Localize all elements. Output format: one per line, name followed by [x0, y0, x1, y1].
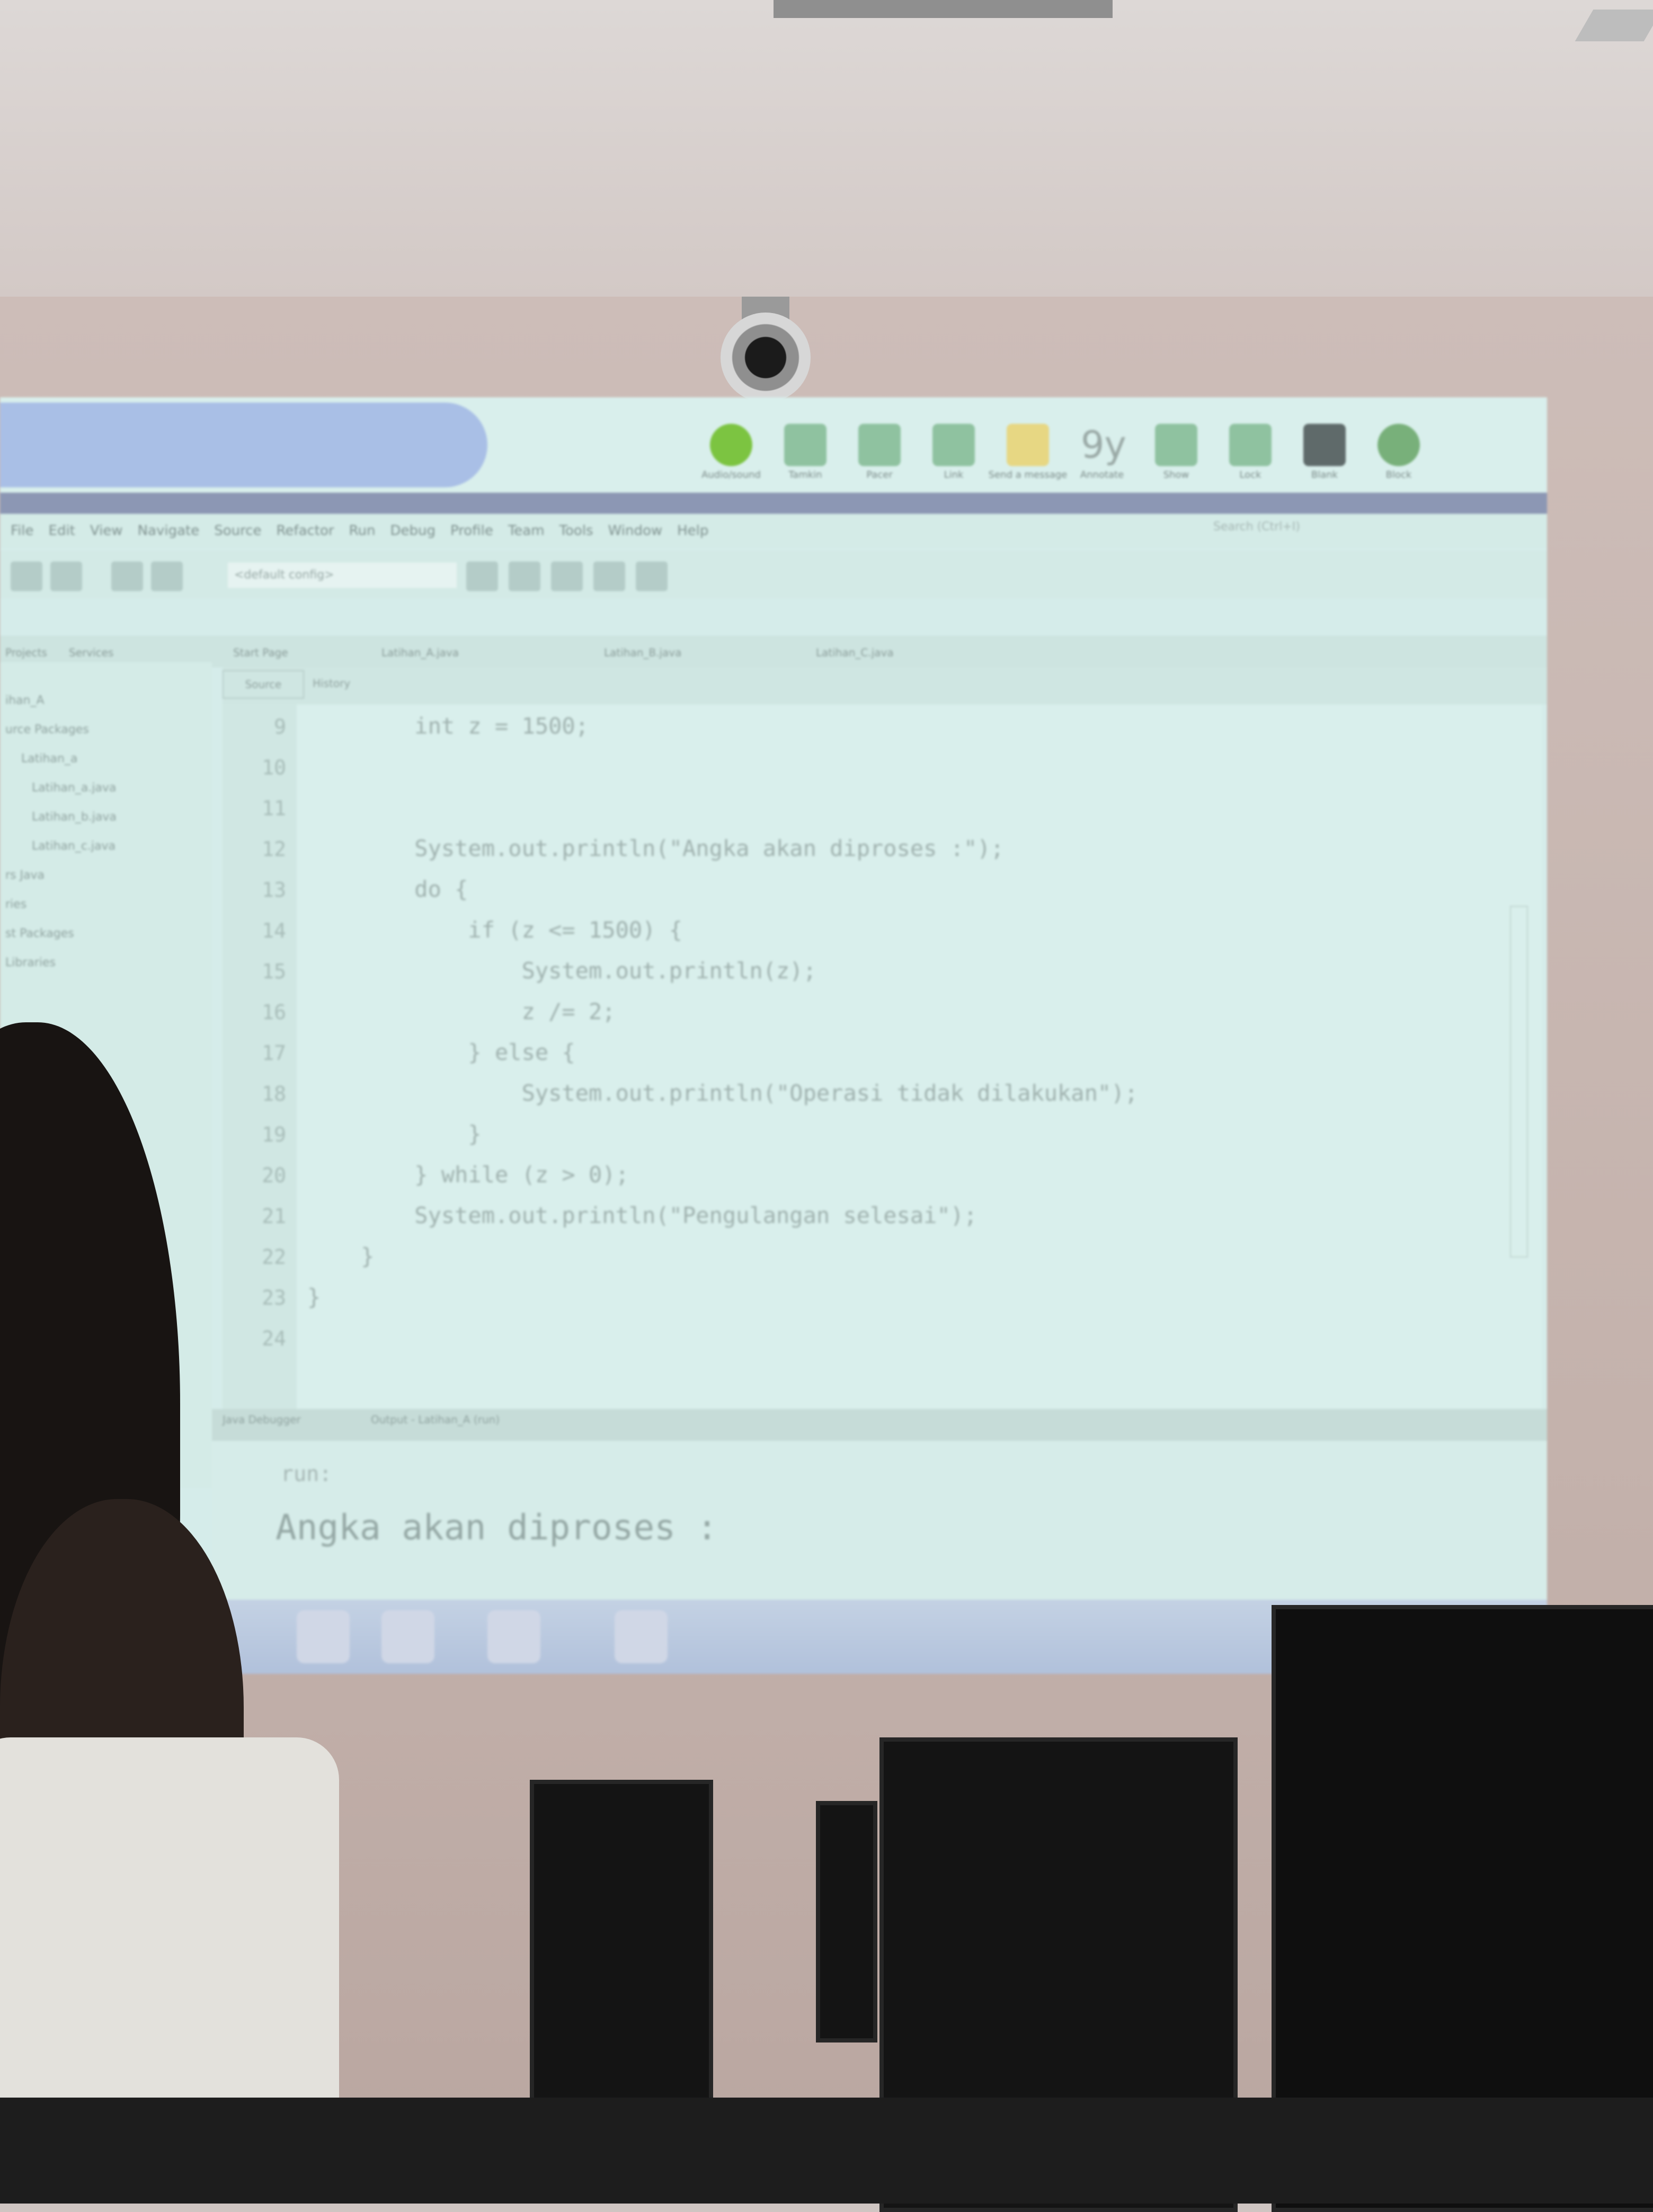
code-editor[interactable]: [297, 704, 1542, 1520]
run-label: run:: [281, 1462, 332, 1486]
launcher-item-4[interactable]: [932, 424, 975, 480]
code-line: System.out.println("Pengulangan selesai");: [307, 1202, 977, 1228]
menu-navigate[interactable]: Navigate: [137, 523, 200, 539]
lock-icon: [1229, 424, 1272, 466]
app-taskbar-icon[interactable]: [615, 1610, 668, 1663]
launcher-label: Show: [1163, 469, 1189, 480]
search-input[interactable]: Search (Ctrl+I): [1213, 520, 1300, 533]
profile-button[interactable]: [636, 561, 668, 591]
line-number: 14: [262, 919, 286, 942]
student-sleeve: [0, 1737, 339, 2140]
launcher-item-3[interactable]: [858, 424, 901, 480]
line-number: 10: [262, 756, 286, 779]
launcher-item-6[interactable]: [1080, 423, 1126, 480]
editor-toolbar: [223, 667, 1547, 704]
tree-item[interactable]: Latihan_a: [21, 752, 78, 765]
explorer-taskbar-icon[interactable]: [297, 1610, 350, 1663]
notepad-icon: [1007, 424, 1049, 466]
line-number: 15: [262, 960, 286, 983]
launcher-label: Link: [944, 469, 964, 480]
code-line: } else {: [307, 1039, 575, 1065]
launcher-label: Audio/sound: [701, 469, 761, 480]
code-line: System.out.println("Operasi tidak dilakukan");: [307, 1080, 1138, 1106]
menu-view[interactable]: View: [90, 523, 123, 539]
undo-button[interactable]: [111, 561, 143, 591]
line-number: 23: [262, 1286, 286, 1309]
line-number: 11: [262, 797, 286, 820]
line-number: 24: [262, 1327, 286, 1350]
display-icon: [1155, 424, 1197, 466]
history-tab[interactable]: History: [313, 677, 351, 690]
console-output: Angka akan diproses :: [276, 1507, 718, 1548]
tree-item[interactable]: rs Java: [5, 869, 45, 882]
menu-window[interactable]: Window: [608, 523, 663, 539]
launcher-label: Block: [1385, 469, 1412, 480]
monitor-icon: [784, 424, 826, 466]
code-line: }: [307, 1243, 375, 1269]
tree-item[interactable]: st Packages: [5, 927, 74, 940]
menu-team[interactable]: Team: [508, 523, 545, 539]
tab-output[interactable]: Output - Latihan_A (run): [371, 1413, 500, 1426]
launcher-label: Pacer: [866, 469, 893, 480]
tab-java-debugger[interactable]: Java Debugger: [223, 1413, 301, 1426]
clean-build-button[interactable]: [509, 561, 540, 591]
code-line: System.out.println(z);: [307, 958, 816, 984]
open-project-button[interactable]: [50, 561, 82, 591]
ceiling: [0, 0, 1653, 297]
launcher-item-9[interactable]: [1303, 424, 1346, 480]
line-number: 19: [262, 1123, 286, 1146]
launcher-label: Lock: [1239, 469, 1261, 480]
menu-edit[interactable]: Edit: [48, 523, 75, 539]
projected-screen: [0, 397, 1547, 1674]
code-line: System.out.println("Angka akan diproses :");: [307, 835, 1004, 861]
classroom-launcher: [701, 423, 1420, 480]
tab-latihan-b[interactable]: Latihan_B.java: [604, 646, 682, 659]
launcher-item-7[interactable]: [1155, 424, 1197, 480]
code-line: int z = 1500;: [307, 713, 589, 739]
tab-latihan-c[interactable]: Latihan_C.java: [816, 646, 894, 659]
config-select[interactable]: <default config>: [228, 563, 457, 588]
menu-run[interactable]: Run: [349, 523, 376, 539]
tree-item[interactable]: urce Packages: [5, 723, 89, 736]
line-number: 13: [262, 878, 286, 902]
menu-refactor[interactable]: Refactor: [276, 523, 334, 539]
tab-latihan-a[interactable]: Latihan_A.java: [381, 646, 459, 659]
code-line: do {: [307, 876, 468, 902]
tab-projects[interactable]: Projects: [5, 646, 47, 659]
tree-item[interactable]: ihan_A: [5, 694, 45, 707]
menu-debug[interactable]: Debug: [390, 523, 436, 539]
tree-item[interactable]: Libraries: [5, 956, 56, 969]
redo-button[interactable]: [151, 561, 183, 591]
launcher-item-audio[interactable]: [701, 424, 761, 480]
tree-item[interactable]: Latihan_a.java: [32, 781, 117, 795]
launcher-label: Tamkin: [788, 469, 822, 480]
editor-scrollbar[interactable]: [1510, 906, 1528, 1257]
menu-file[interactable]: File: [11, 523, 34, 539]
line-number: 17: [262, 1041, 286, 1065]
desk: [0, 2098, 1653, 2204]
document-tab-bar: [0, 636, 1547, 667]
tree-item[interactable]: Latihan_c.java: [32, 840, 116, 853]
tree-item[interactable]: ries: [5, 898, 27, 911]
classroom-monitor: [530, 1780, 713, 2106]
speaker-icon: [710, 424, 752, 466]
ceiling-light-fixture: [774, 0, 1113, 18]
code-line: } while (z > 0);: [307, 1162, 629, 1188]
blank-icon: [1303, 424, 1346, 466]
classroom-monitor: [816, 1801, 877, 2042]
launcher-item-10[interactable]: [1378, 424, 1420, 480]
media-taskbar-icon[interactable]: [381, 1610, 434, 1663]
pen-icon: [932, 424, 975, 466]
code-line: z /= 2;: [307, 998, 616, 1024]
line-number: 20: [262, 1164, 286, 1187]
launcher-item-2[interactable]: [784, 424, 826, 480]
line-number: 18: [262, 1082, 286, 1105]
debug-button[interactable]: [593, 561, 625, 591]
launcher-label: Annotate: [1080, 469, 1124, 480]
globe-icon: [1378, 424, 1420, 466]
code-line: }: [307, 1284, 321, 1310]
code-line: }: [307, 1121, 482, 1147]
text-icon: 9y: [1081, 423, 1126, 467]
launcher-label: Blank: [1311, 469, 1338, 480]
line-number: 9: [274, 715, 286, 738]
build-button[interactable]: [466, 561, 498, 591]
tree-item[interactable]: Latihan_b.java: [32, 810, 117, 824]
run-button[interactable]: [551, 561, 583, 591]
launcher-item-8[interactable]: [1229, 424, 1272, 480]
title-highlight: [0, 403, 487, 487]
tab-start-page[interactable]: Start Page: [233, 646, 288, 659]
menu-help[interactable]: Help: [677, 523, 709, 539]
new-file-button[interactable]: [11, 561, 42, 591]
menu-tools[interactable]: Tools: [559, 523, 593, 539]
security-camera: [721, 313, 811, 403]
monitor-icon: [858, 424, 901, 466]
launcher-label: Send a message: [988, 469, 1068, 480]
launcher-item-5[interactable]: [988, 424, 1068, 480]
source-tab[interactable]: Source: [223, 670, 304, 699]
tab-services[interactable]: Services: [69, 646, 114, 659]
menu-profile[interactable]: Profile: [450, 523, 493, 539]
line-number-gutter: [223, 704, 297, 1520]
code-line: if (z <= 1500) {: [307, 917, 683, 943]
menu-source[interactable]: Source: [214, 523, 262, 539]
line-number: 12: [262, 837, 286, 861]
title-separator-bar: [0, 493, 1547, 514]
line-number: 21: [262, 1205, 286, 1228]
netbeans-taskbar-icon[interactable]: [487, 1610, 540, 1663]
line-number: 22: [262, 1245, 286, 1269]
line-number: 16: [262, 1001, 286, 1024]
